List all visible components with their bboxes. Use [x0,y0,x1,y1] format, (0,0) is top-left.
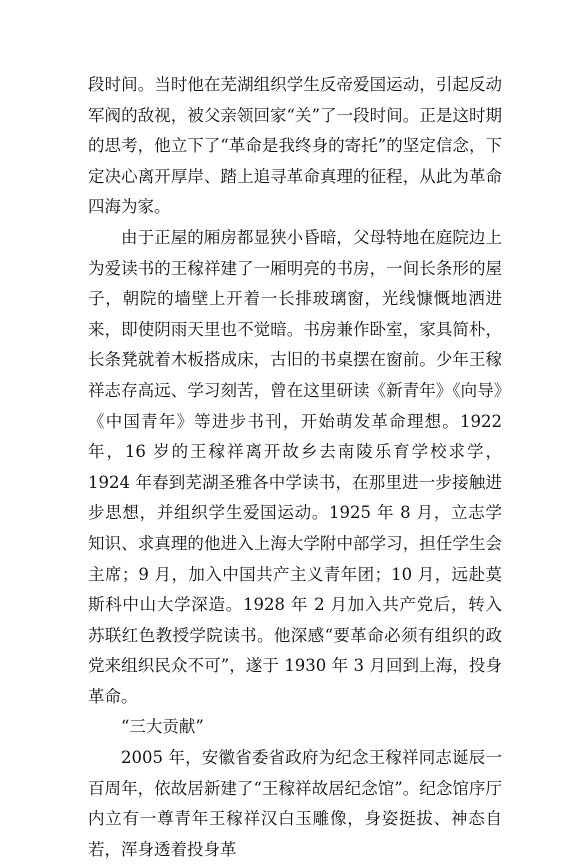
section-heading: “三大贡献” [121,717,204,737]
paragraph-intro: 段时间。当时他在芜湖组织学生反帝爱国运动，引起反动军阀的敌视，被父亲领回家“关”了一段时间。正是这时期的思考，他立下了“革命是我终身的寄托”的坚定信念，下定决心离开厚岸、踏上追寻革命真理的征程，从此为革命四海为家。 [88,75,502,217]
document-body [88,70,502,865]
paragraph-memorial: 2005 年，安徽省委省政府为纪念王稼祥同志诞辰一百周年，依故居新建了“王稼祥故居纪念馆”。纪念馆序厅内立有一尊青年王稼祥汉白玉雕像，身姿挺拔、神态自若，浑身透着投身革 [88,748,502,859]
paragraph-study-room: 由于正屋的厢房都显狭小昏暗，父母特地在庭院边上为爱读书的王稼祥建了一厢明亮的书房，一间长条形的屋子，朝院的墙壁上开着一长排玻璃窗，光线慷慨地洒进来，即使阴雨天里也不觉暗。书房兼作卧室，家具简朴，长条凳就着木板搭成床，古旧的书桌摆在窗前。少年王稼祥志存高远、学习刻苦，曾在这里研读《新青年》《向导》《中国青年》等进步书刊，开始萌发革命理想。1922 年，16 岁的王稼祥离开故乡去南陵乐育学校求学，1924 年春到芜湖圣雅各中学读书，在那里进一步接触进步思想，并组织学生爱国运动。1925 年 8 月，立志学知识、求真理的他进入上海大学附中部学习，担任学生会主席；9 月，加入中国共产主义青年团；10 月，远赴莫斯科中山大学深造。1928 年 2 月加入共产党后，转入苏联红色教授学院读书。他深感“要革命必须有组织的政党来组织民众不可”，遂于 1930 年 3 月回到上海，投身革命。 [88,227,502,706]
